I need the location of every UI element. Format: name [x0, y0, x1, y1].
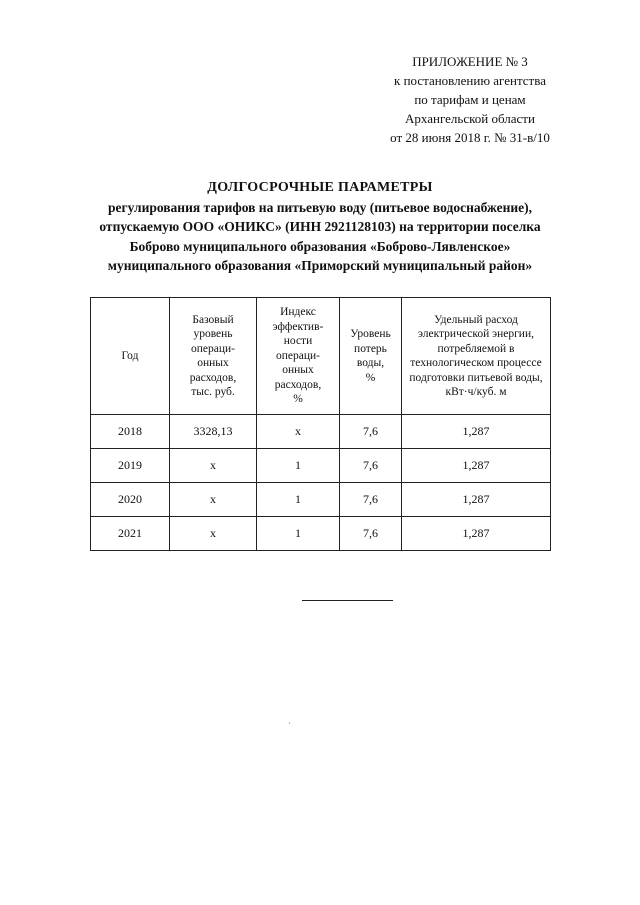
header-line: кВт·ч/куб. м: [445, 386, 507, 398]
title-line: муниципального образования «Приморский муниципальный район»: [107, 258, 533, 273]
cell-year: 2018: [91, 415, 170, 449]
appendix-line: Архангельской области: [405, 111, 535, 126]
cell-base-level: х: [170, 483, 257, 517]
table-header-row: [91, 298, 551, 415]
header-line: тыс. руб.: [191, 386, 235, 398]
header-line: подготовки питьевой воды,: [409, 371, 543, 384]
table-row: [91, 415, 551, 449]
header-base-level: [170, 298, 257, 415]
cell-efficiency-index: 1: [257, 483, 340, 517]
cell-year: 2020: [91, 483, 170, 517]
header-line: уровень: [193, 328, 233, 340]
header-line: Индекс: [280, 306, 316, 319]
header-line: операци-: [190, 342, 235, 355]
title-line: отпускаемую ООО «ОНИКС» (ИНН 2921128103) на территории поселка: [99, 219, 541, 234]
appendix-header: [360, 52, 580, 147]
header-line: %: [365, 371, 376, 384]
cell-efficiency-index: 1: [257, 449, 340, 483]
header-water-loss: [340, 298, 402, 415]
document-title: [40, 178, 600, 276]
title-line: Боброво муниципального образования «Боброво-Лявленское»: [129, 238, 511, 254]
closing-rule: [302, 600, 393, 601]
header-year: [91, 298, 170, 415]
header-line: электрической энергии,: [418, 328, 534, 340]
appendix-line: к постановлению агентства: [394, 73, 546, 88]
header-line: потребляемой в: [437, 342, 515, 355]
cell-water-loss: 7,6: [340, 449, 402, 483]
header-line: эффектив-: [272, 320, 324, 333]
header-line: Уровень: [350, 328, 391, 340]
cell-base-level: 3328,13: [170, 415, 257, 449]
cell-base-level: х: [170, 449, 257, 483]
header-line: потерь: [354, 342, 387, 355]
cell-energy-consumption: 1,287: [402, 517, 551, 551]
cell-year: 2021: [91, 517, 170, 551]
header-line: расходов,: [274, 378, 322, 391]
header-efficiency-index: [257, 298, 340, 415]
cell-efficiency-index: 1: [257, 517, 340, 551]
header-line: Удельный расход: [434, 313, 518, 326]
header-line: ности: [283, 335, 313, 348]
cell-water-loss: 7,6: [340, 483, 402, 517]
header-line: онных: [282, 364, 314, 377]
header-line: онных: [197, 357, 229, 369]
header-line: операци-: [275, 349, 320, 362]
header-line: Базовый: [192, 313, 234, 326]
cell-base-level: х: [170, 517, 257, 551]
header-line: Год: [121, 349, 139, 362]
header-line: воды,: [356, 357, 385, 369]
cell-water-loss: 7,6: [340, 517, 402, 551]
cell-year: 2019: [91, 449, 170, 483]
header-line: %: [293, 393, 303, 406]
appendix-line: по тарифам и ценам: [414, 92, 526, 107]
parameters-table: [90, 297, 551, 551]
table-row: [91, 449, 551, 483]
title-line: регулирования тарифов на питьевую воду (питьевое водоснабжение),: [107, 199, 533, 215]
header-energy-consumption: [402, 298, 551, 415]
header-line: расходов,: [189, 371, 237, 384]
table-row: [91, 483, 551, 517]
cell-energy-consumption: 1,287: [402, 415, 551, 449]
title-main: ДОЛГОСРОЧНЫЕ ПАРАМЕТРЫ: [207, 180, 433, 195]
cell-water-loss: 7,6: [340, 415, 402, 449]
cell-efficiency-index: х: [257, 415, 340, 449]
table-row: [91, 517, 551, 551]
cell-energy-consumption: 1,287: [402, 449, 551, 483]
appendix-line: от 28 июня 2018 г. № 31-в/10: [390, 130, 550, 145]
cell-energy-consumption: 1,287: [402, 483, 551, 517]
appendix-line: ПРИЛОЖЕНИЕ № 3: [412, 54, 528, 69]
header-line: технологическом процессе: [410, 357, 542, 369]
scan-speck: [289, 722, 290, 724]
